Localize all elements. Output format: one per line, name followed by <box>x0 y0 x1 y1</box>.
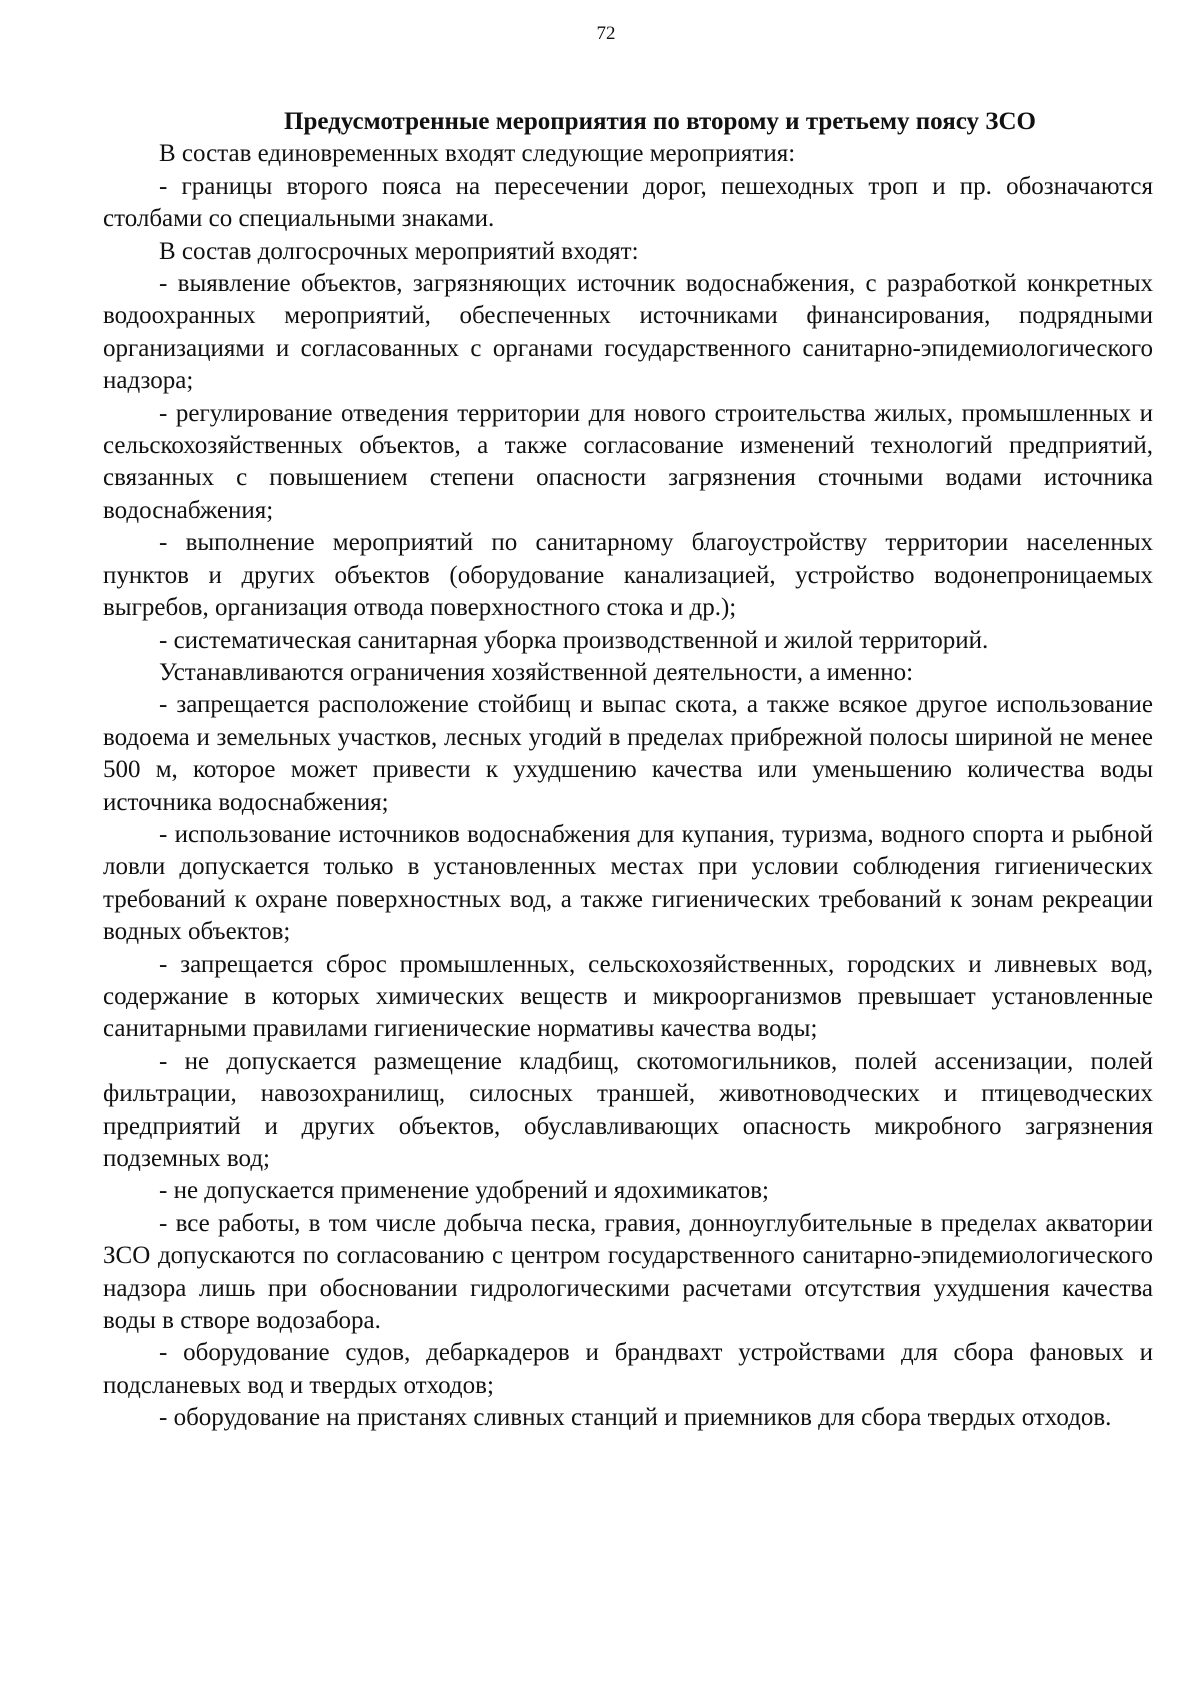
paragraph-land-allocation: - регулирование отведения территории для нового строительства жилых, промышленных и сельскохозяйственных объектов, а также согласование изменений технологий предприятий, связанных с повышением степени опасности загрязнения сточными водами источника водоснабжения; <box>103 399 1153 524</box>
paragraph-one-time-intro: В состав единовременных входят следующие мероприятия: <box>159 140 796 168</box>
paragraph-placement-ban: - не допускается размещение кладбищ, скотомогильников, полей ассенизации, полей фильтрации, навозохранилищ, силосных траншей, животноводческих и птицеводческих предприятий и других объектов, обуславливающих опасность микробного загрязнения подземных вод; <box>103 1047 1153 1172</box>
paragraph-long-term-intro: В состав долгосрочных мероприятий входят: <box>159 237 639 265</box>
paragraph-works-approval: - все работы, в том числе добыча песка, гравия, донноуглубительные в пределах акватории ЗСО допускаются по согласованию с центром государственного санитарно-эпидемиологического надзора лишь при обосновании гидрологическими расчетами отсутствия ухудшения качества воды в створе водозабора. <box>103 1209 1153 1335</box>
paragraph-recreation-use: - использование источников водоснабжения для купания, туризма, водного спорта и рыбной ловли допускается только в установленных местах при условии соблюдения гигиенических требований к охране поверхностных вод, а также гигиенических требований к зонам рекреации водных объектов; <box>103 820 1153 946</box>
paragraph-restrictions-intro: Устанавливаются ограничения хозяйственной деятельности, а именно: <box>159 658 914 686</box>
paragraph-identify-polluters: - выявление объектов, загрязняющих источник водоснабжения, с разработкой конкретных водоохранных мероприятий, обеспеченных источниками финансирования, подрядными организациями и согласованных с органами государственного санитарно-эпидемиологического надзора; <box>103 270 1153 395</box>
page-number: 72 <box>596 23 616 44</box>
paragraph-fertilizer-ban: - не допускается применение удобрений и ядохимикатов; <box>159 1177 769 1205</box>
paragraph-sanitary-improvement: - выполнение мероприятий по санитарному благоустройству территории населенных пунктов и других объектов (оборудование канализацией, устройство водонепроницаемых выгребов, организация отвода поверхностного стока и др.); <box>103 529 1153 622</box>
document-body <box>103 106 1153 1435</box>
paragraph-pier-equipment: - оборудование на пристанях сливных станций и приемников для сбора твердых отходов. <box>159 1404 1112 1432</box>
section-title: Предусмотренные мероприятия по второму и третьему поясу ЗСО <box>284 108 1036 135</box>
paragraph-systematic-cleaning: - систематическая санитарная уборка производственной и жилой территорий. <box>159 626 989 654</box>
paragraph-border-posts: - границы второго пояса на пересечении дорог, пешеходных троп и пр. обозначаются столбами со специальными знаками. <box>103 172 1153 233</box>
paragraph-ship-equipment: - оборудование судов, дебаркадеров и брандвахт устройствами для сбора фановых и подсланевых вод и твердых отходов; <box>103 1339 1153 1399</box>
paragraph-discharge-ban: - запрещается сброс промышленных, сельскохозяйственных, городских и ливневых вод, содержание в которых химических веществ и микроорганизмов превышает установленные санитарными правилами гигиенические нормативы качества воды; <box>103 950 1153 1043</box>
paragraph-grazing-ban: - запрещается расположение стойбищ и выпас скота, а также всякое другое использование водоема и земельных участков, лесных угодий в пределах прибрежной полосы шириной не менее 500 м, которое может привести к ухудшению качества или уменьшению количества воды источника водоснабжения; <box>103 691 1153 816</box>
